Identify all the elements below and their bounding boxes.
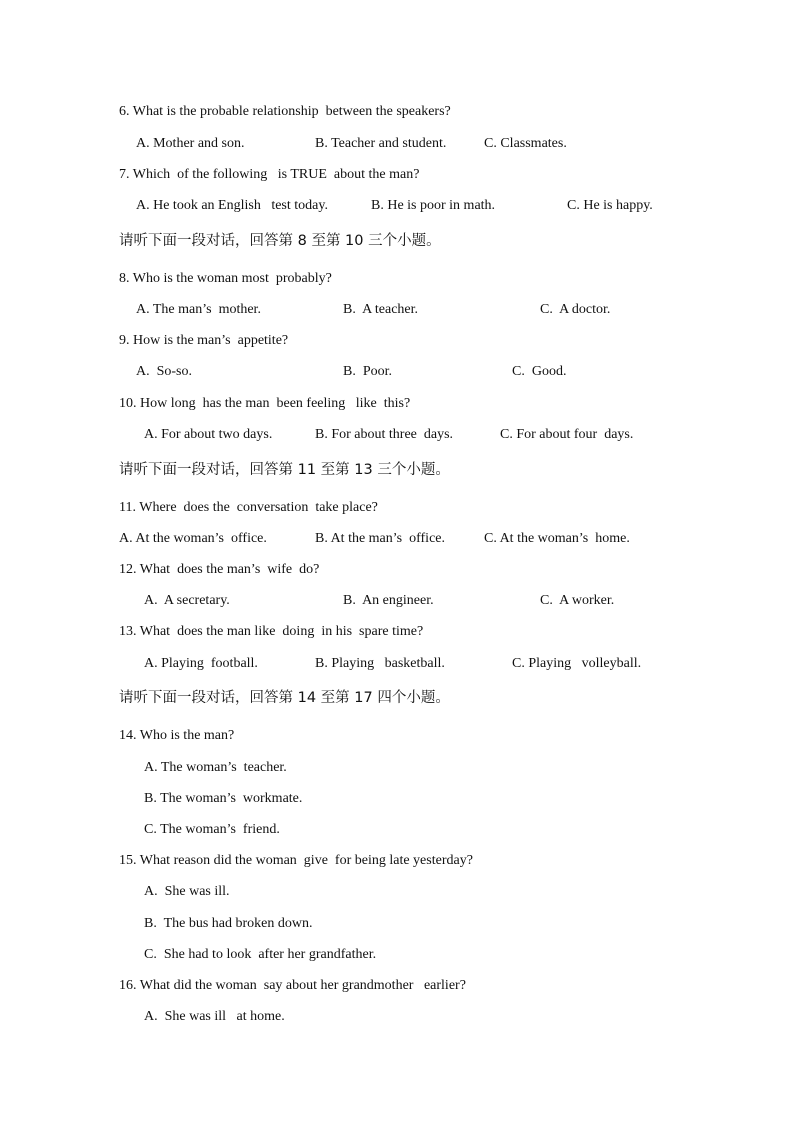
q14-option-c: C. The woman’s friend.: [144, 822, 280, 837]
q7-option-b: B. He is poor in math.: [371, 198, 496, 213]
question-10: 10. How long has the man been feeling like this?: [119, 396, 411, 411]
q12-option-c: C. A worker.: [540, 593, 615, 608]
q13-option-b: B. Playing basketball.: [315, 656, 445, 671]
q6-option-a: A. Mother and son.: [136, 136, 245, 151]
question-14: 14. Who is the man?: [119, 728, 235, 743]
q9-option-c: C. Good.: [512, 364, 567, 379]
q16-option-a: A. She was ill at home.: [144, 1009, 285, 1024]
q11-option-a: A. At the woman’s office.: [119, 531, 267, 546]
q13-option-a: A. Playing football.: [144, 656, 258, 671]
q14-option-a: A. The woman’s teacher.: [144, 760, 287, 775]
q10-option-b: B. For about three days.: [315, 427, 454, 442]
question-12: 12. What does the man’s wife do?: [119, 562, 320, 577]
q9-option-b: B. Poor.: [343, 364, 393, 379]
question-8: 8. Who is the woman most probably?: [119, 271, 332, 286]
q11-option-c: C. At the woman’s home.: [484, 531, 630, 546]
question-13: 13. What does the man like doing in his spare time?: [119, 624, 424, 639]
question-7: 7. Which of the following is TRUE about the man?: [119, 167, 420, 182]
q7-option-c: C. He is happy.: [567, 198, 653, 213]
q8-option-b: B. A teacher.: [343, 302, 419, 317]
section-heading-1: 请听下面一段对话，回答第 8 至第 10 三个小题。: [119, 233, 441, 249]
q6-option-b: B. Teacher and student.: [315, 136, 447, 151]
q12-option-a: A. A secretary.: [144, 593, 230, 608]
q11-option-b: B. At the man’s office.: [315, 531, 445, 546]
q14-option-b: B. The woman’s workmate.: [144, 791, 303, 806]
q9-option-a: A. So-so.: [136, 364, 193, 379]
q15-option-b: B. The bus had broken down.: [144, 916, 313, 931]
section-heading-2: 请听下面一段对话，回答第 11 至第 13 三个小题。: [119, 462, 450, 478]
question-9: 9. How is the man’s appetite?: [119, 333, 289, 348]
q15-option-a: A. She was ill.: [144, 884, 230, 899]
q10-option-c: C. For about four days.: [500, 427, 634, 442]
q12-option-b: B. An engineer.: [343, 593, 434, 608]
section-heading-3: 请听下面一段对话，回答第 14 至第 17 四个小题。: [119, 690, 450, 706]
question-11: 11. Where does the conversation take place?: [119, 500, 378, 515]
q7-option-a: A. He took an English test today.: [136, 198, 328, 213]
q13-option-c: C. Playing volleyball.: [512, 656, 642, 671]
q6-option-c: C. Classmates.: [484, 136, 567, 151]
question-16: 16. What did the woman say about her grandmother earlier?: [119, 978, 466, 993]
question-15: 15. What reason did the woman give for being late yesterday?: [119, 853, 473, 868]
q10-option-a: A. For about two days.: [144, 427, 273, 442]
q15-option-c: C. She had to look after her grandfather.: [144, 947, 377, 962]
q8-option-c: C. A doctor.: [540, 302, 611, 317]
question-6: 6. What is the probable relationship between the speakers?: [119, 104, 451, 119]
q8-option-a: A. The man’s mother.: [136, 302, 261, 317]
